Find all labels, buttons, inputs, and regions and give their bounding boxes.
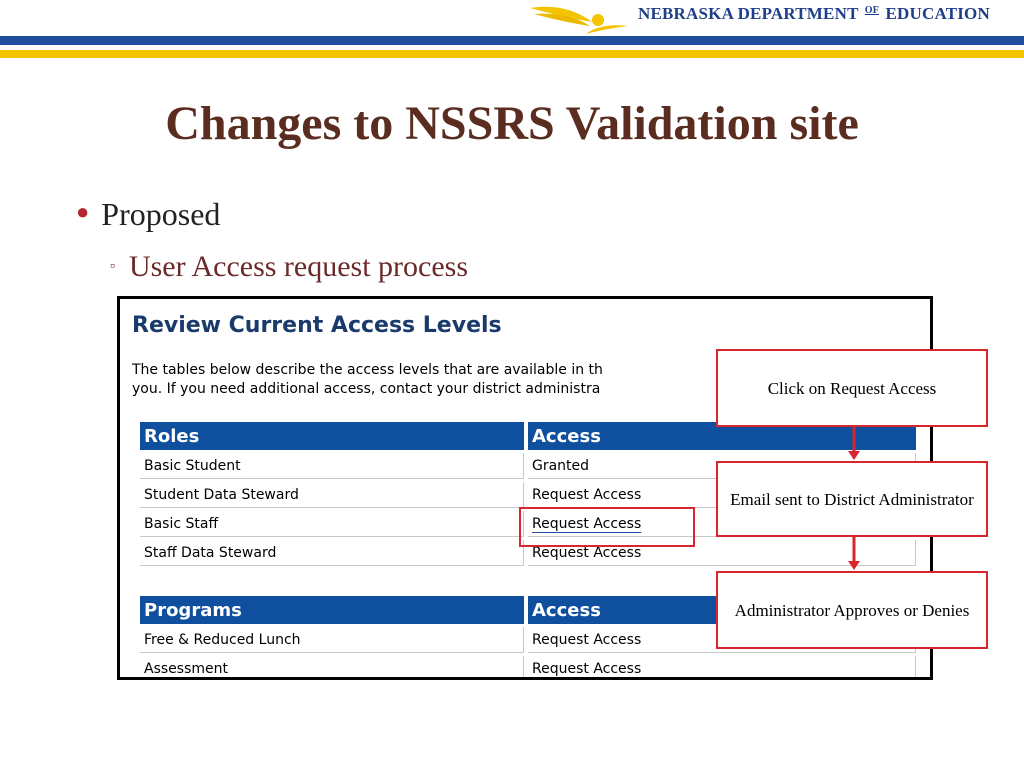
request-access-highlight — [519, 507, 695, 547]
brand-header — [526, 0, 1024, 36]
bullet-user-access-text: User Access request process — [128, 250, 469, 283]
bullet-proposed — [76, 196, 220, 233]
access-levels-heading: Review Current Access Levels — [132, 313, 502, 338]
request-access-link[interactable]: Request Access — [528, 656, 916, 680]
callout-email-sent-text: Email sent to District Administrator — [730, 489, 974, 509]
access-levels-description — [132, 361, 603, 399]
callout-admin-approves — [716, 571, 988, 649]
sun-bird-logo-icon — [526, 0, 630, 40]
role-name: Basic Staff — [140, 511, 524, 537]
table-row — [140, 656, 916, 680]
callout-click-request — [716, 349, 988, 427]
org-name-of: OF — [864, 5, 880, 16]
role-name: Staff Data Steward — [140, 540, 524, 566]
header-band-blue — [0, 36, 1024, 45]
request-access-link[interactable]: Request Access — [528, 627, 916, 653]
program-name: Assessment — [140, 656, 524, 680]
bullet-square-icon: ▫ — [110, 259, 115, 274]
org-name — [638, 4, 990, 24]
bullet-user-access — [110, 250, 468, 284]
org-name-part2: EDUCATION — [885, 4, 990, 23]
header-band-yellow — [0, 50, 1024, 58]
arrow-down-icon — [846, 537, 862, 571]
description-line-1: The tables below describe the access levels that are available in th — [132, 362, 603, 378]
programs-column-header: Programs — [140, 596, 524, 624]
bullet-dot-icon: ● — [76, 199, 90, 224]
callout-click-request-text: Click on Request Access — [767, 378, 937, 398]
request-access-link[interactable]: Request Access — [528, 540, 916, 566]
callout-admin-approves-text: Administrator Approves or Denies — [734, 600, 970, 620]
program-name: Free & Reduced Lunch — [140, 627, 524, 653]
slide-title: Changes to NSSRS Validation site — [165, 97, 859, 150]
request-access-link[interactable]: Request Access — [528, 482, 916, 508]
org-name-part1: NEBRASKA DEPARTMENT — [638, 4, 859, 23]
roles-column-header: Roles — [140, 422, 524, 450]
role-name: Student Data Steward — [140, 482, 524, 508]
request-access-link-basic-staff[interactable]: Request Access — [528, 511, 916, 537]
callout-email-sent — [716, 461, 988, 537]
access-status: Granted — [528, 453, 916, 479]
description-line-2: you. If you need additional access, contact your district administra — [132, 381, 601, 397]
role-name: Basic Student — [140, 453, 524, 479]
bullet-proposed-text: Proposed — [101, 196, 221, 232]
arrow-down-icon — [846, 427, 862, 461]
access-column-header: Access — [528, 422, 916, 450]
access-column-header: Access — [528, 596, 916, 624]
